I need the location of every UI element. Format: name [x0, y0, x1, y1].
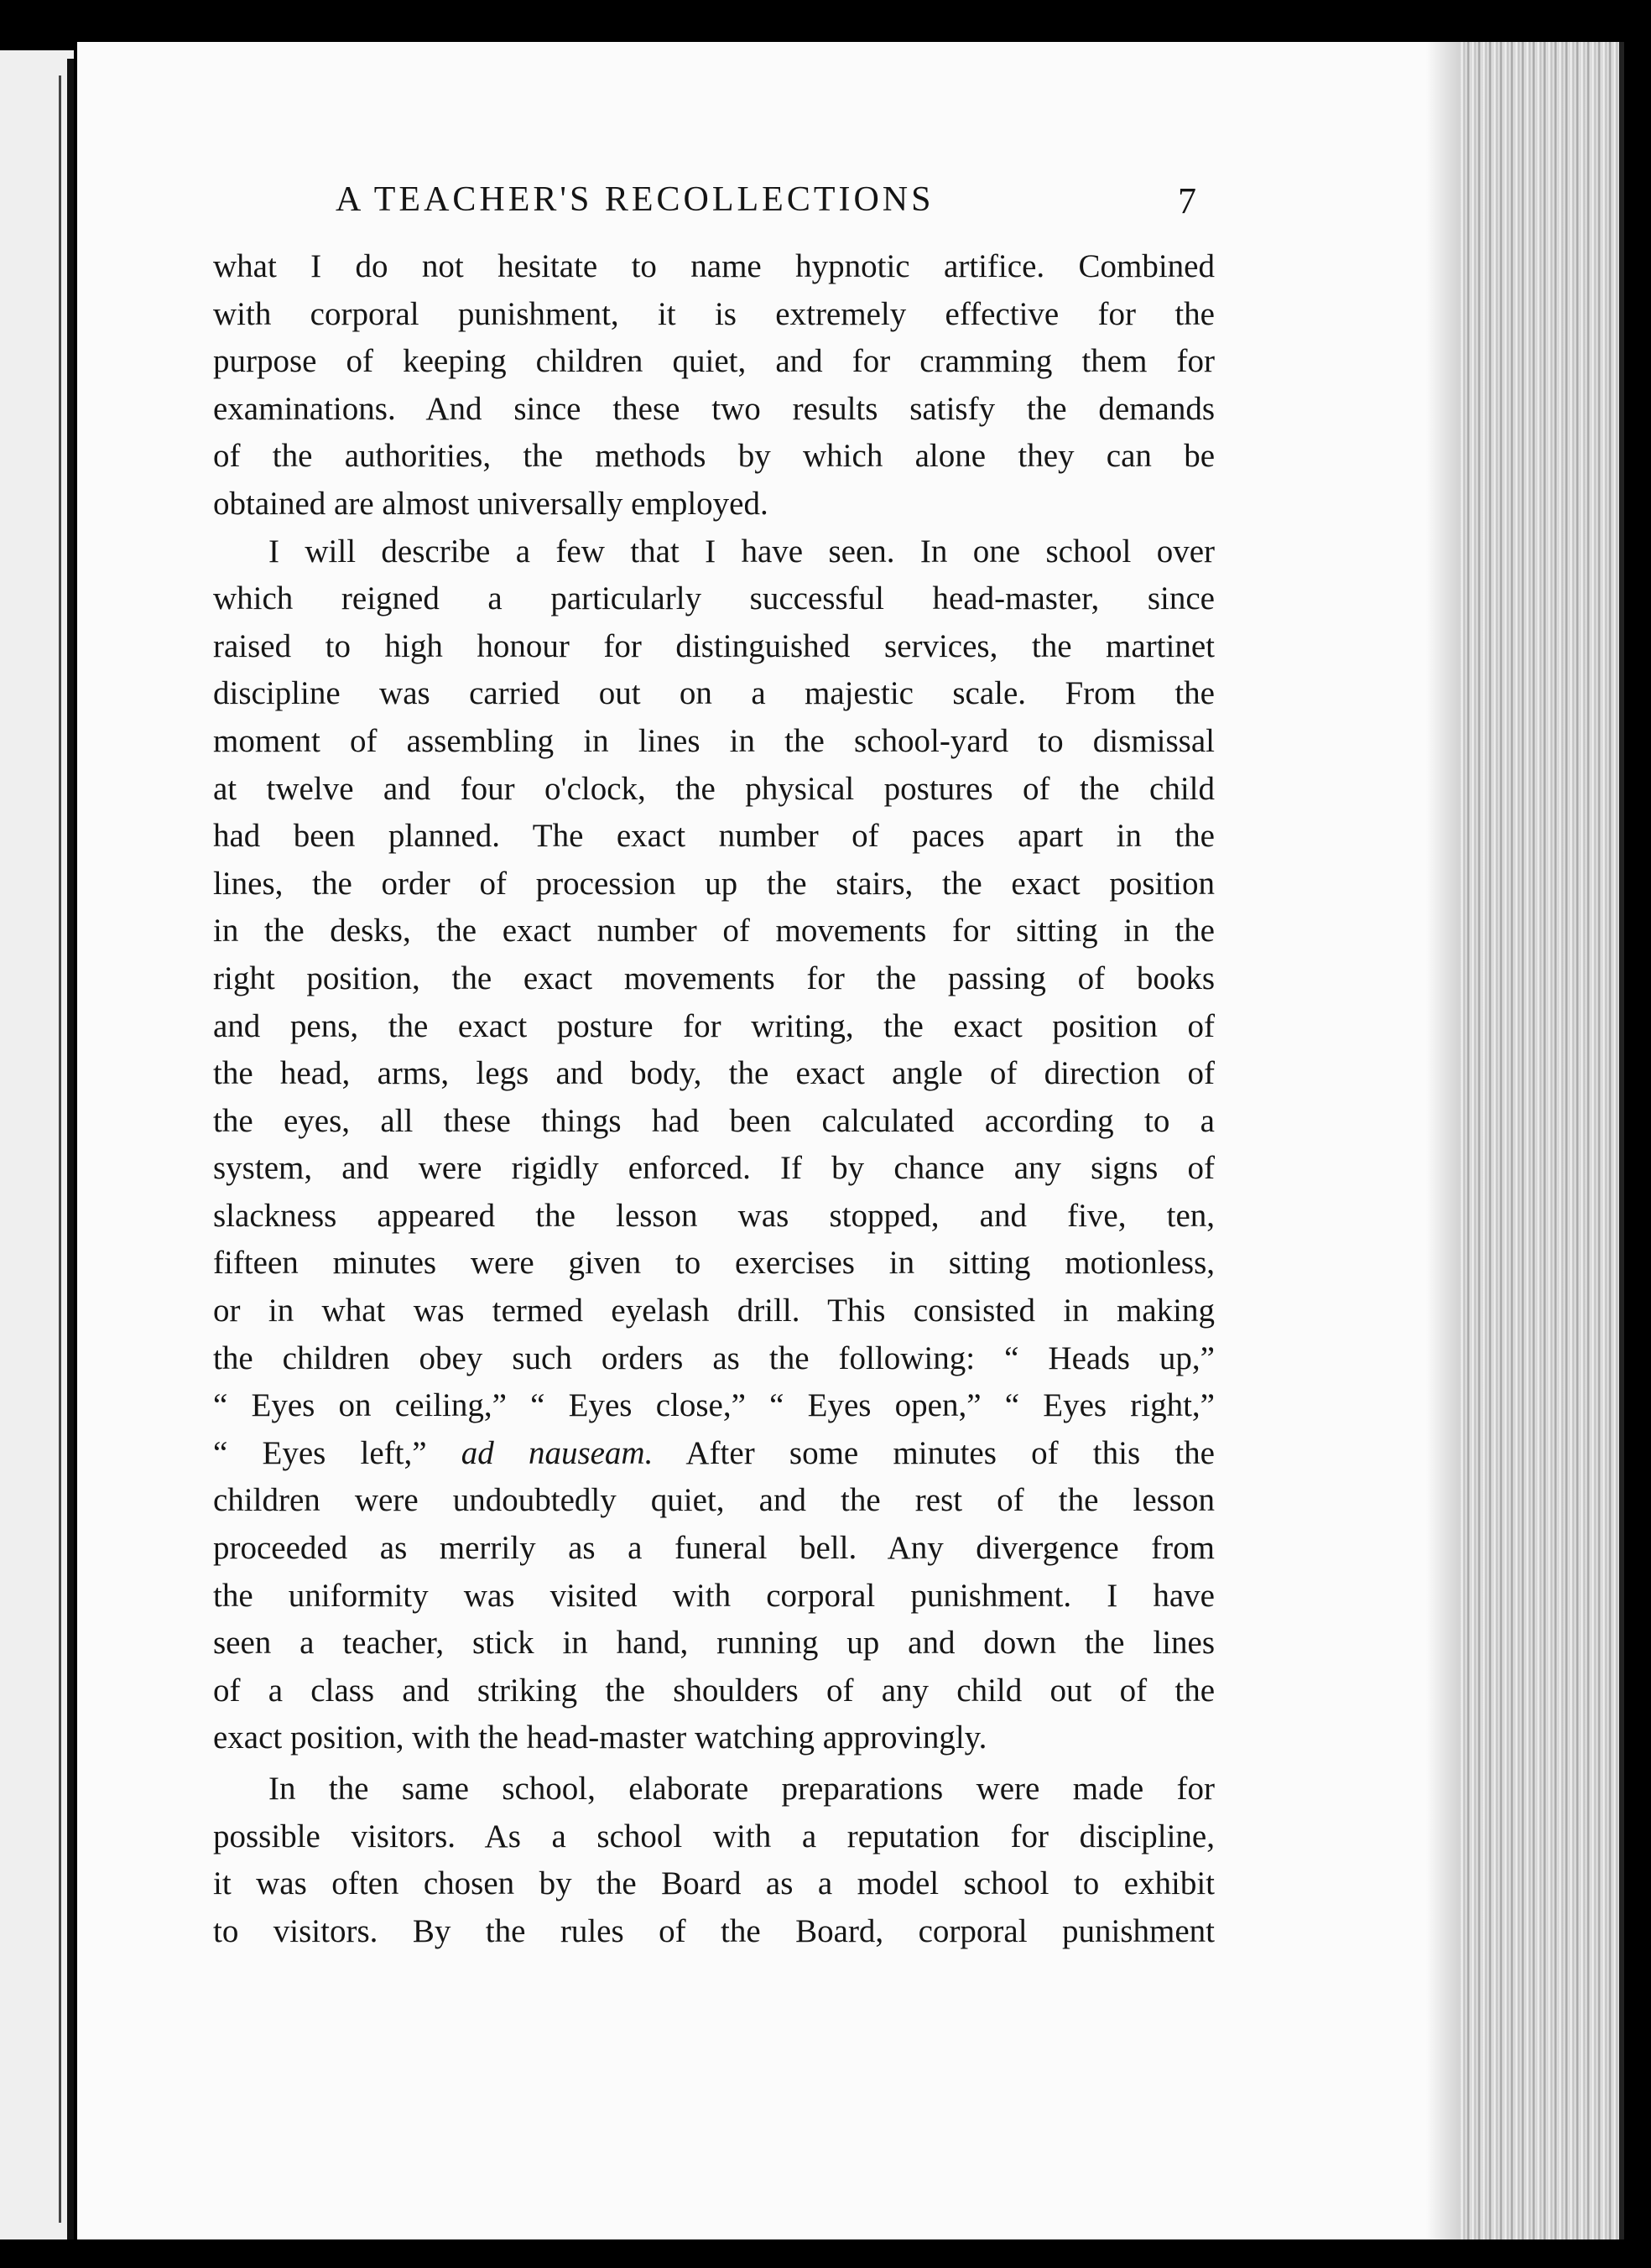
text-line: the head, arms, legs and body, the exact angle of direction of	[213, 1055, 1215, 1092]
text-fragment: After some minutes of this the	[653, 1434, 1215, 1471]
text-line: with corporal punishment, it is extremely effective for the	[213, 295, 1215, 332]
italic-phrase: ad nauseam.	[461, 1434, 654, 1471]
text-line: examinations. And since these two results satisfy the demands	[213, 390, 1215, 427]
text-line: it was often chosen by the Board as a model school to exhibit	[213, 1865, 1215, 1902]
text-line: seen a teacher, stick in hand, running up and down the lines	[213, 1625, 1215, 1662]
text-fragment: “ Eyes left,”	[213, 1434, 461, 1471]
binding-line	[59, 75, 61, 2223]
text-line: raised to high honour for distinguished services, the martinet	[213, 627, 1215, 664]
text-line: the children obey such orders as the following: “ Heads up,”	[213, 1339, 1215, 1376]
book-page-edges	[1460, 42, 1624, 2239]
binding-shadow	[67, 59, 74, 2239]
text-line: in the desks, the exact number of movements for sitting in the	[213, 913, 1215, 949]
text-line: or in what was termed eyelash drill. This consisted in making	[213, 1293, 1215, 1329]
text-line: children were undoubtedly quiet, and the rest of the lesson	[213, 1482, 1215, 1519]
text-line: discipline was carried out on a majestic scale. From the	[213, 675, 1215, 712]
text-line: system, and were rigidly enforced. If by chance any signs of	[213, 1150, 1215, 1187]
text-line: possible visitors. As a school with a reputation for discipline,	[213, 1818, 1215, 1854]
text-line: exact position, with the head-master watching approvingly.	[213, 1719, 987, 1756]
text-line-mixed	[213, 1430, 1215, 1478]
text-line: of a class and striking the shoulders of any child out of the	[213, 1672, 1215, 1709]
text-line: at twelve and four o'clock, the physical postures of the child	[213, 770, 1215, 807]
text-line: In the same school, elaborate preparations were made for	[268, 1771, 1215, 1807]
text-line: had been planned. The exact number of paces apart in the	[213, 818, 1215, 855]
text-line: what I do not hesitate to name hypnotic artifice. Combined	[213, 248, 1215, 284]
page-number: 7	[1178, 180, 1196, 221]
running-head: A TEACHER'S RECOLLECTIONS	[336, 180, 935, 219]
text-line: proceeded as merrily as a funeral bell. Any divergence from	[213, 1530, 1215, 1567]
text-line: and pens, the exact posture for writing, the exact position of	[213, 1007, 1215, 1044]
text-line: obtained are almost universally employed.	[213, 485, 768, 522]
text-line: purpose of keeping children quiet, and for cramming them for	[213, 343, 1215, 380]
text-line: which reigned a particularly successful head-master, since	[213, 580, 1215, 617]
text-line: of the authorities, the methods by which alone they can be	[213, 438, 1215, 475]
text-line: lines, the order of procession up the stairs, the exact position	[213, 865, 1215, 902]
text-line: to visitors. By the rules of the Board, corporal punishment	[213, 1912, 1215, 1949]
text-line: fifteen minutes were given to exercises in sitting motionless,	[213, 1245, 1215, 1282]
text-line: right position, the exact movements for the passing of books	[213, 960, 1215, 996]
text-line: slackness appeared the lesson was stopped, and five, ten,	[213, 1197, 1215, 1234]
text-line: the eyes, all these things had been calculated according to a	[213, 1102, 1215, 1139]
text-line: I will describe a few that I have seen. In one school over	[268, 533, 1215, 570]
text-line: the uniformity was visited with corporal punishment. I have	[213, 1577, 1215, 1614]
text-line: moment of assembling in lines in the school-yard to dismissal	[213, 722, 1215, 759]
facing-page-edge	[0, 50, 74, 2239]
text-line: “ Eyes on ceiling,” “ Eyes close,” “ Eyes open,” “ Eyes right,”	[213, 1387, 1215, 1424]
body-text	[213, 243, 1215, 1955]
